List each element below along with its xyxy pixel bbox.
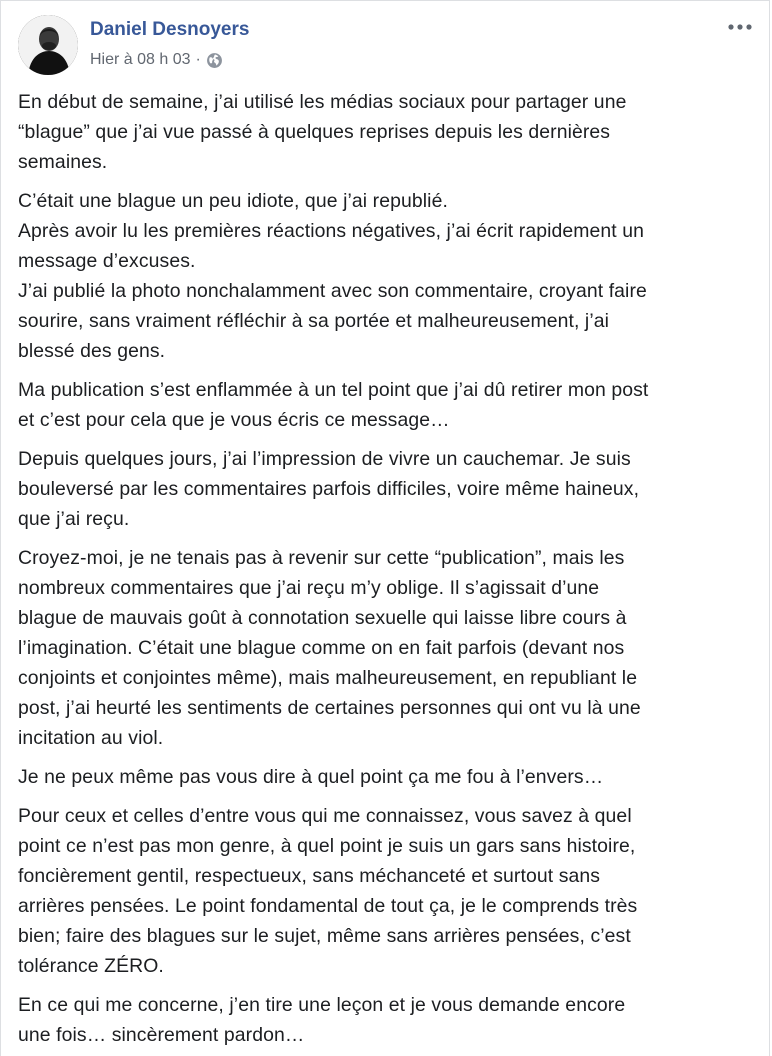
post-paragraph: Croyez-moi, je ne tenais pas à revenir sur cette “publication”, mais les nombreux commentaires que j’ai reçu m’y oblige. Il s’agissait d’une blague de mauvais goût à connotation sexuelle qui laisse libre cours à l’imagination. C’était une blague comme on en fait parfois (devant nos conjoints et conjointes même), mais malheureusement, en republiant le post, j’ai heurté les sentiments de certaines personnes qui ont vu là une incitation au viol. (18, 547, 641, 749)
post-header (1, 1, 769, 81)
more-options-icon[interactable] (725, 17, 755, 37)
post-paragraph: Pour ceux et celles d’entre vous qui me connaissez, vous savez à quel point ce n’est pas mon genre, à quel point je suis un gars sans histoire, foncièrement gentil, respectueux, sans méchanceté et surtout sans arrières pensées. Le point fondamental de tout ça, je le comprends très bien; faire des blagues sur le sujet, même sans arrières pensées, c’est tolérance ZÉRO. (18, 805, 638, 977)
post-paragraph: Depuis quelques jours, j’ai l’impression de vivre un cauchemar. Je suis bouleversé par les commentaires parfois difficiles, voire même haineux, que j’ai reçu. (18, 448, 640, 530)
post-paragraph: Ma publication s’est enflammée à un tel point que j’ai dû retirer mon post et c’est pour cela que je vous écris ce message… (18, 379, 649, 431)
post-paragraph: En ce qui me concerne, j’en tire une leçon et je vous demande encore une fois… sincèrement pardon… (18, 994, 626, 1046)
post-paragraph: Je ne peux même pas vous dire à quel point ça me fou à l’envers… (18, 766, 604, 788)
avatar-photo (18, 15, 78, 75)
post-paragraph: C’était une blague un peu idiote, que j’ai republié. Après avoir lu les premières réactions négatives, j’ai écrit rapidement un message d’excuses. J’ai publié la photo nonchalamment avec son commentaire, croyant faire sourire, sans vraiment réfléchir à sa portée et malheureusement, j’ai blessé des gens. (18, 190, 647, 362)
meta-separator: · (195, 51, 201, 68)
post-meta (90, 49, 223, 71)
post-timestamp[interactable]: Hier à 08 h 03 (90, 51, 191, 68)
author-name[interactable]: Daniel Desnoyers (90, 19, 250, 40)
avatar[interactable] (18, 15, 78, 75)
post-paragraph: En début de semaine, j’ai utilisé les médias sociaux pour partager une “blague” que j’ai vue passé à quelques reprises depuis les dernières semaines. (18, 91, 627, 173)
globe-icon[interactable] (206, 52, 223, 69)
post-body (18, 87, 760, 1056)
